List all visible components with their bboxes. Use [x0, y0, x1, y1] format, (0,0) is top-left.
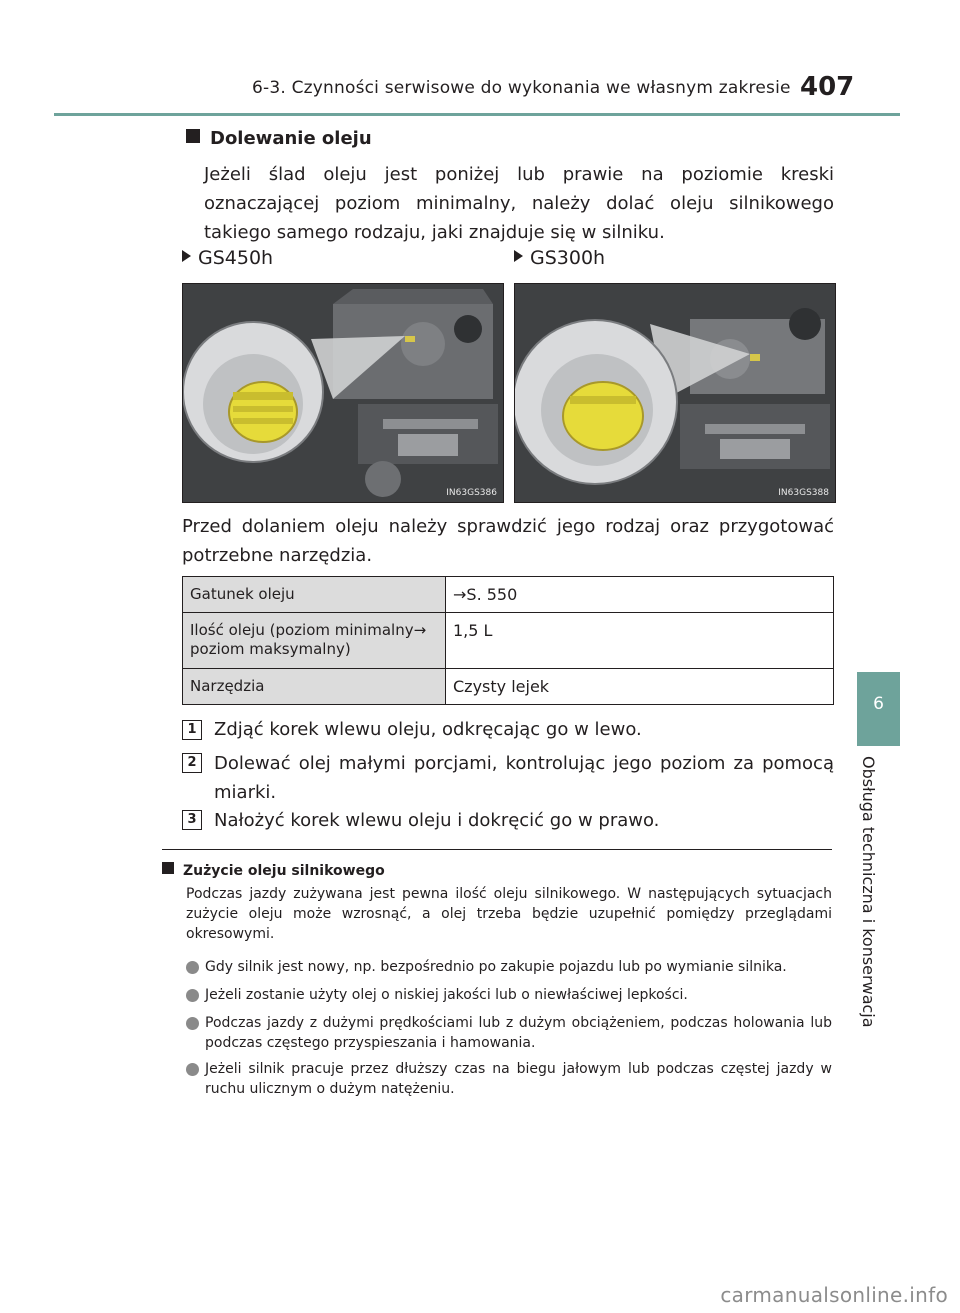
model-label-text: GS450h [198, 247, 274, 269]
square-bullet-icon [186, 129, 200, 143]
table-cell-value: 1,5 L [446, 613, 834, 669]
triangle-bullet-icon [514, 250, 523, 262]
note-title-text: Zużycie oleju silnikowego [183, 863, 385, 879]
section-title-text: Dolewanie oleju [210, 128, 372, 149]
engine-illustration [515, 284, 835, 502]
engine-photo-gs450h [182, 283, 504, 503]
square-bullet-icon [162, 862, 174, 874]
table-row [183, 613, 834, 669]
step-number-2: 2 [182, 753, 202, 773]
step-number-3: 3 [182, 810, 202, 830]
model-label-gs450h [182, 247, 273, 269]
section-title [186, 128, 372, 149]
step-text-3: Nałożyć korek wlewu oleju i dokręcić go w prawo. [214, 810, 660, 831]
watermark: carmanualsonline.info [720, 1283, 948, 1307]
circle-bullet-icon [186, 989, 199, 1002]
note-bullet-1: Gdy silnik jest nowy, np. bezpośrednio po zakupie pojazdu lub po wymianie silnika. [205, 959, 787, 975]
chapter-label: Obsługa techniczna i konserwacja [859, 756, 878, 1028]
image-code: IN63GS388 [778, 488, 829, 498]
table-cell-label: Ilość oleju (poziom minimalny→ poziom maksymalny) [183, 613, 446, 669]
section-divider [162, 849, 832, 850]
image-code: IN63GS386 [446, 488, 497, 498]
circle-bullet-icon [186, 961, 199, 974]
engine-photo-gs300h [514, 283, 836, 503]
table-cell-label: Gatunek oleju [183, 577, 446, 613]
header-rule [54, 113, 900, 116]
table-cell-value: →S. 550 [446, 577, 834, 613]
table-row [183, 577, 834, 613]
table-cell-value: Czysty lejek [446, 669, 834, 705]
note-bullet-3: Podczas jazdy z dużymi prędkościami lub z dużym obciążeniem, podczas holowania lub podczas częstego przyspieszania i hamowania. [205, 1015, 832, 1051]
table-cell-label: Narzędzia [183, 669, 446, 705]
triangle-bullet-icon [182, 250, 191, 262]
circle-bullet-icon [186, 1017, 199, 1030]
note-title [162, 862, 385, 879]
section-intro: Jeżeli ślad oleju jest poniżej lub prawie na poziomie kreski oznaczającej poziom minimalny, należy dolać oleju silnikowego takiego samego rodzaju, jaki znajduje się w silniku. [204, 164, 834, 243]
model-label-text: GS300h [530, 247, 606, 269]
circle-bullet-icon [186, 1063, 199, 1076]
note-bullet-2: Jeżeli zostanie użyty olej o niskiej jakości lub o niewłaściwej lepkości. [205, 987, 688, 1003]
step-number-1: 1 [182, 720, 202, 740]
chapter-number: 6 [873, 694, 884, 714]
step-text-1: Zdjąć korek wlewu oleju, odkręcając go w lewo. [214, 719, 642, 740]
note-text: Podczas jazdy zużywana jest pewna ilość oleju silnikowego. W następujących sytuacjach zużycie oleju może wzrosnąć, a olej trzeba będzie uzupełnić pomiędzy przeglądami okresowymi. [186, 886, 832, 942]
page-number: 407 [800, 72, 855, 102]
step-text-2: Dolewać olej małymi porcjami, kontrolując jego poziom za pomocą miarki. [214, 753, 834, 803]
running-header: 6-3. Czynności serwisowe do wykonania we własnym zakresie [252, 78, 791, 98]
model-label-gs300h [514, 247, 605, 269]
table-row [183, 669, 834, 705]
note-bullet-4: Jeżeli silnik pracuje przez dłuższy czas na biegu jałowym lub podczas częstej jazdy w ruchu ulicznym o dużym natężeniu. [205, 1061, 832, 1097]
oil-spec-table [182, 576, 834, 705]
engine-illustration [183, 284, 503, 502]
preparation-text: Przed dolaniem oleju należy sprawdzić jego rodzaj oraz przygotować potrzebne narzędzia. [182, 516, 834, 566]
